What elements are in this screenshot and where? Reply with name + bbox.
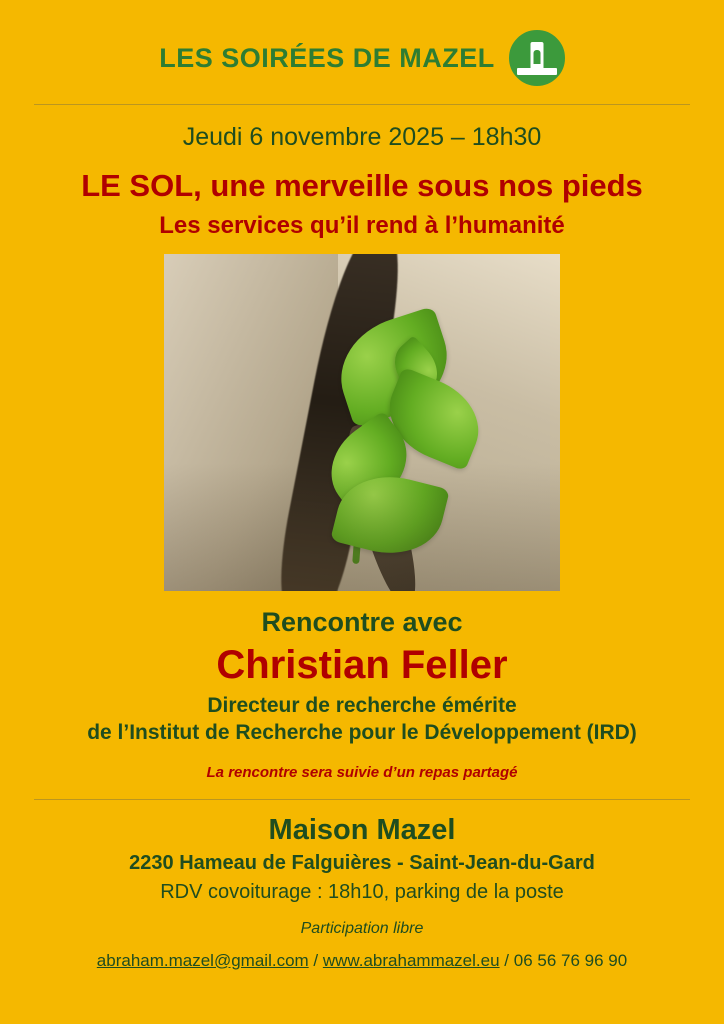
speaker-intro: Rencontre avec [261,606,463,637]
organization-title: LES SOIRÉES DE MAZEL [159,42,495,73]
speaker-name: Christian Feller [216,642,508,687]
event-subtitle: Les services qu’il rend à l’humanité [159,212,565,240]
contact-website-link[interactable]: www.abrahammazel.eu [322,950,500,970]
contact-line [97,951,627,971]
divider-top [34,104,690,105]
carpool-info: RDV covoiturage : 18h10, parking de la poste [160,880,564,903]
participation-info: Participation libre [300,919,424,937]
logo-ground-shape [517,68,557,75]
event-date: Jeudi 6 novembre 2025 – 18h30 [182,123,542,151]
event-title: LE SOL, une merveille sous nos pieds [81,168,643,203]
speaker-role-line1: Directeur de recherche émérite [207,693,517,717]
contact-separator: / [308,950,323,970]
venue-name: Maison Mazel [268,813,456,846]
event-photo [164,254,560,591]
speaker-role-line2: de l’Institut de Recherche pour le Développement (IRD) [87,720,637,744]
event-note: La rencontre sera suivie d’un repas partagé [206,763,518,781]
contact-email-link[interactable]: abraham.mazel@gmail.com [96,950,309,970]
contact-separator: / [499,950,514,970]
divider-bottom [34,799,690,800]
mazel-tower-logo-icon [509,30,565,86]
venue-address: 2230 Hameau de Falguières - Saint-Jean-du-Gard [129,851,595,874]
contact-phone: 06 56 76 96 90 [513,950,628,970]
poster-header [18,30,706,86]
photo-shadow-overlay [164,463,560,591]
